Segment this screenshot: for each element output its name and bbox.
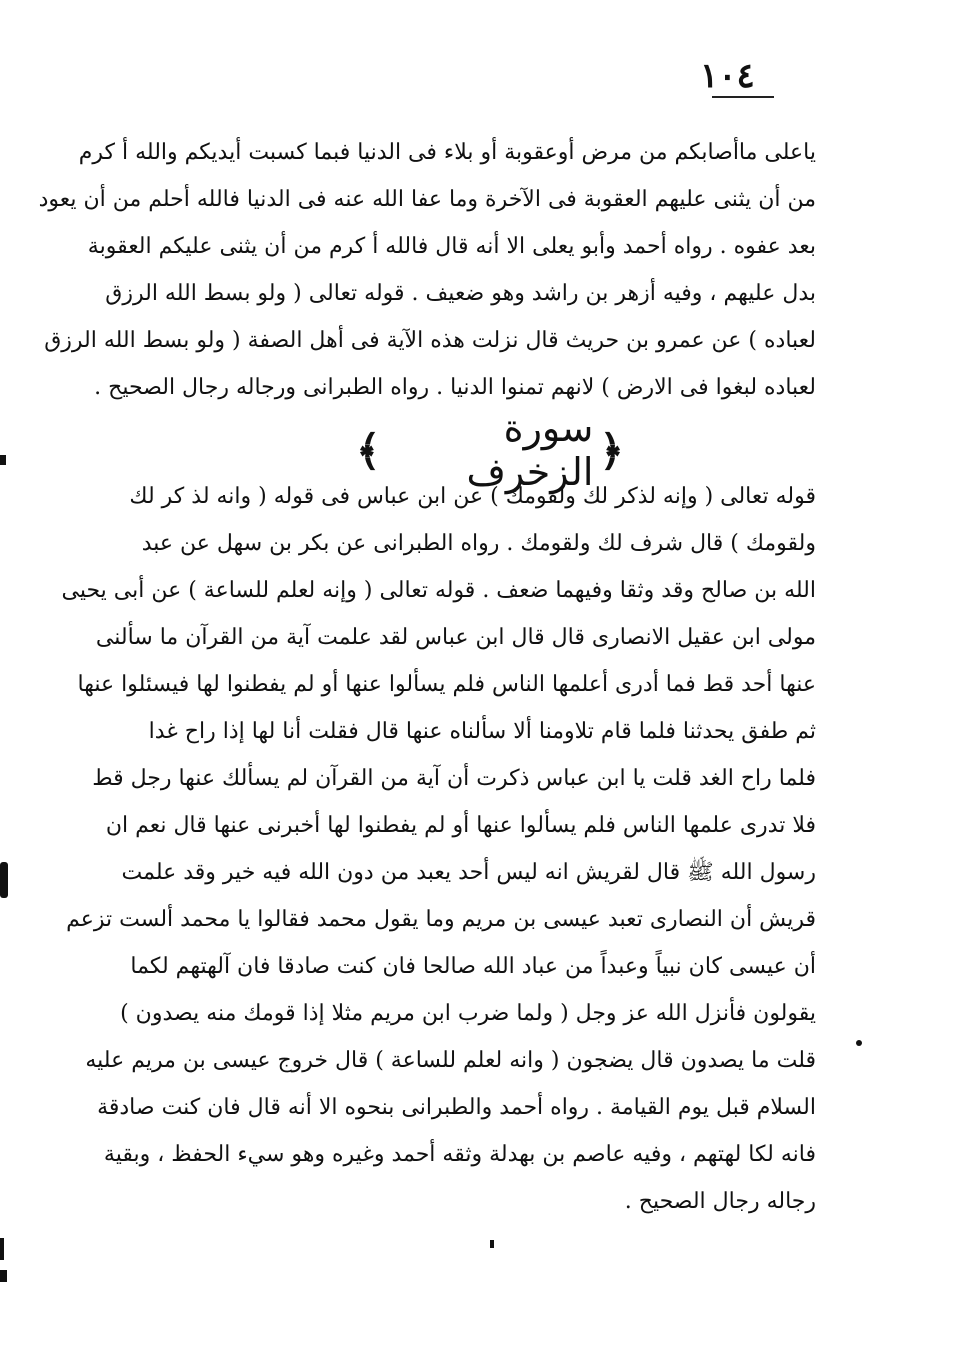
text-line: ولقومك ) قال شرف لك ولقومك . رواه الطبرانى عن بكر بن سهل عن عبد [141,531,816,556]
text-line: رسول الله ﷺ قال لقريش انه ليس أحد يعبد من دون الله فيه خير وقد علمت [121,860,816,885]
text-line: بعد عفوه . رواه أحمد وأبو يعلى الا أنه قال فالله أ كرم من أن يثنى عليكم العقوبة [87,234,816,259]
text-line: لعباده ) عن عمرو بن حريث قال نزلت هذه الآية فى أهل الصفة ( ولو بسط الله الرزق [44,328,816,353]
text-line: رجاله رجال الصحيح . [624,1189,816,1214]
text-line: ثم طفق يحدثنا فلما قام تلاومنا ألا سألناه عنها قال فقلت أنا لها إذا راح غدا [148,719,816,744]
text-line: يقولون فأنزل الله عز وجل ( ولما ضرب ابن مريم مثلا إذا قومك منه يصدون ) [120,1001,816,1026]
text-line: أن عيسى كان نبياً وعبداً من عباد الله صالحا فان كنت صادقا فان آلهتهم لكما [130,954,816,979]
text-line: من أن يثنى عليهم العقوبة فى الآخرة وما عفا الله عنه فى الدنيا فالله أحلم من أن يعود [38,187,816,212]
text-line: السلام قبل يوم القيامة . رواه أحمد والطبرانى بنحوه الا أنه قال فان كنت صادقة [97,1095,816,1120]
text-line: قريش أن النصارى تعبد عيسى بن مريم وما يقول محمد فقالوا يا محمد ألست تزعم [66,907,816,932]
text-line: بدل عليهم ، وفيه أزهر بن راشد وهو ضعيف . قوله تعالى ( ولو بسط الله الرزق [105,281,816,306]
scan-mark [490,1240,494,1248]
text-line: الله بن صالح وقد وثقا وفيهما ضعف . قوله تعالى ( وإنه لعلم للساعة ) عن أبى يحيى [61,578,816,603]
scan-mark [0,1238,4,1260]
text-line: ياعلى ماأصابكم من مرض أوعقوبة أو بلاء فى الدنيا فبما كسبت أيديكم والله أ كرم [78,140,816,165]
surah-heading-text: سورة الزخرف [466,406,594,494]
ornamental-bracket-icon: ﴿ [599,425,624,475]
surah-heading [350,406,630,494]
scan-mark [0,455,6,465]
scan-mark [0,862,8,898]
scan-mark [856,1040,862,1046]
text-line: قوله تعالى ( وإنه لذكر لك ولقومك ) عن ابن عباس فى قوله ( وانه لذ كر لك [129,484,816,509]
page-number-underline [712,96,774,98]
text-line: قلت ما يصدون قال يضجون ( وانه لعلم للساعة ) قال خروج عيسى بن مريم عليه [85,1048,816,1073]
text-line: عنها أحد قط فما أدرى أعلمها الناس فلم يسألوا عنها أو لم يفطنوا لها فيسئلوا عنها [77,672,816,697]
text-line: فلما راح الغد قلت يا ابن عباس ذكرت أن آية من القرآن لم يسألك عنها رجل قط [92,766,816,791]
text-line: فانه لكا لهتهم ، وفيه عاصم بن بهدلة وثقه أحمد وغيره وهو سيء الحفظ ، وبقية [103,1142,816,1167]
ornamental-bracket-icon: ﴾ [356,425,381,475]
scan-mark [0,1270,7,1282]
text-line: لعباده لبغوا فى الارض ) لانهم تمنوا الدنيا . رواه الطبرانى ورجاله رجال الصحيح . [94,375,816,400]
text-line: فلا تدرى علمها الناس فلم يسألوا عنها أو لم يفطنوا لها أخبرنى عنها قال نعم ان [105,813,816,838]
page-number: ١٠٤ [700,56,755,96]
text-line: مولى ابن عقيل الانصارى قال قال ابن عباس لقد علمت آية من القرآن ما سألنى [95,625,816,650]
